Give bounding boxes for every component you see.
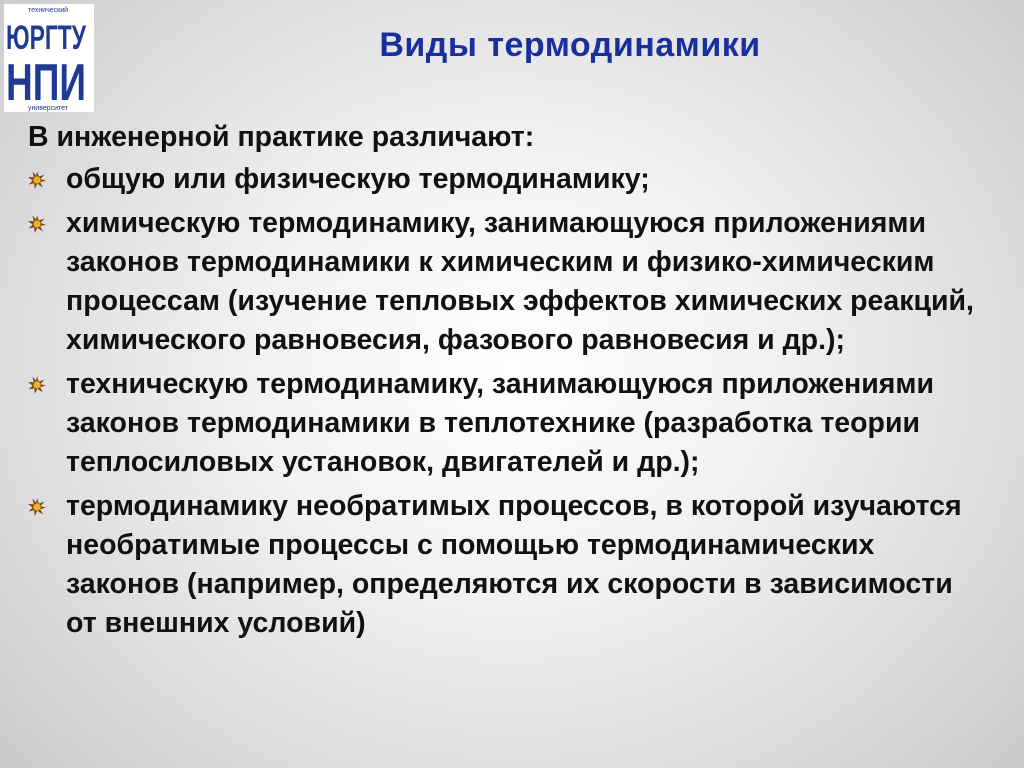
starburst-bullet-icon xyxy=(28,498,46,516)
bullet-text: техническую термодинамику, занимающуюся приложениями законов термодинамики в теплотехнике (разработка теории теплосиловых установок, двигателей и др.); xyxy=(66,368,935,478)
starburst-bullet-icon xyxy=(28,215,46,233)
logo-top-text: технический xyxy=(27,7,69,14)
logo-line-2: НПИ xyxy=(6,54,86,112)
bullet-text: химическую термодинамику, занимающуюся приложениями законов термодинамики к химическим и физико-химическим процессам (изучение тепловых эффектов химических реакций, химического равновесия, фазового равновесия и др.); xyxy=(66,207,974,356)
slide-body xyxy=(28,118,988,648)
bullet-list xyxy=(28,160,988,643)
logo-bottom-text: университет xyxy=(27,105,69,112)
intro-text: В инженерной практике различают: xyxy=(28,121,535,153)
starburst-bullet-icon xyxy=(28,376,46,394)
list-item xyxy=(28,160,988,199)
slide-title: Виды термодинамики xyxy=(379,26,761,64)
logo-line-1: ЮРГТУ xyxy=(6,19,87,57)
list-item xyxy=(28,487,988,643)
starburst-bullet-icon xyxy=(28,171,46,189)
bullet-text: общую или физическую термодинамику; xyxy=(66,163,650,195)
list-item xyxy=(28,204,988,360)
bullet-text: термодинамику необратимых процессов, в которой изучаются необратимые процессы с помощью термодинамических законов (например, определяются их скорости в зависимости от внешних условий) xyxy=(66,490,962,639)
list-item xyxy=(28,365,988,482)
